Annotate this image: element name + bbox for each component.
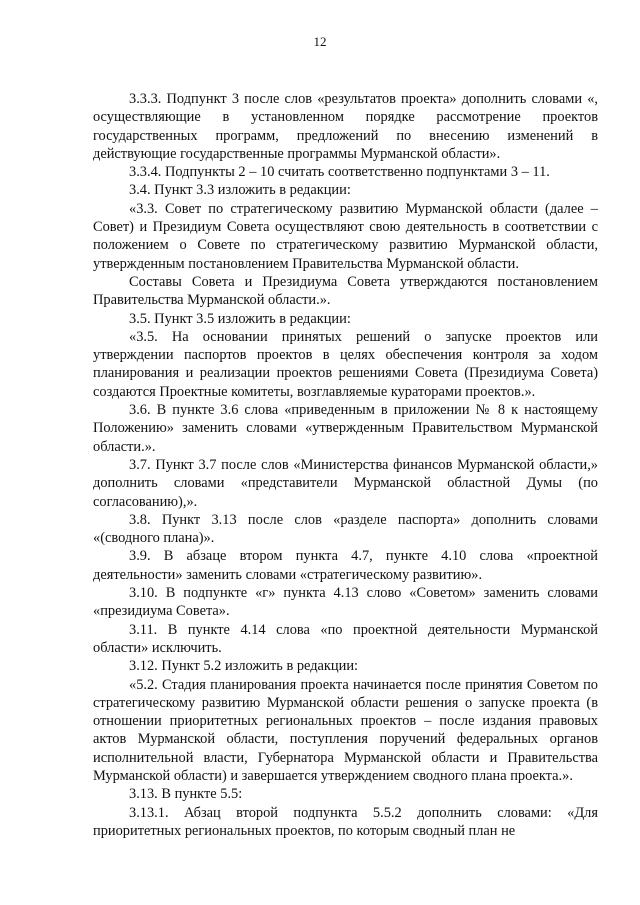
paragraph-quote-5-2: «5.2. Стадия планирования проекта начинается после принятия Советом по стратегическому развитию Мурманской области решения о запуске проекта (в отношении приоритетных региональных проектов – после издания правовых актов Мурманской области, поступления поручений федеральных органов исполнительной власти, Губернатора Мурманской области и Правительства Мурманской области) и завершается утверждением сводного плана проекта.». (93, 676, 598, 784)
paragraph-3-3-3: 3.3.3. Подпункт 3 после слов «результатов проекта» дополнить словами «, осуществляющие в установленном порядке рассмотрение проектов государственных программ, предложений по внесению изменений в действующие государственные программы Мурманской области». (93, 91, 598, 162)
paragraph-3-5: 3.5. Пункт 3.5 изложить в редакции: (129, 310, 351, 327)
document-body (93, 90, 598, 840)
paragraph-quote-3-5: «3.5. На основании принятых решений о запуске проектов или утверждении паспортов проектов в целях обеспечения контроля за ходом планирования и реализации проектов решениями Совета (Президиума Совета) создаются Проектные комитеты, возглавляемые кураторами проектов.». (93, 328, 598, 400)
paragraph-3-3-4: 3.3.4. Подпункты 2 – 10 считать соответственно подпунктами 3 – 11. (129, 164, 550, 181)
paragraph-3-12: 3.12. Пункт 5.2 изложить в редакции: (129, 658, 359, 675)
paragraph-3-10: 3.10. В подпункте «г» пункта 4.13 слово «Советом» заменить словами «президиума Совета». (93, 585, 598, 620)
paragraph-quote-3-3: «3.3. Совет по стратегическому развитию Мурманской области (далее – Совет) и Президиум Совета осуществляют свою деятельность в соответствии с положением о Совете по стратегическому развитию Мурманской области, утвержденным постановлением Правительства Мурманской области. (93, 200, 598, 272)
paragraph-3-13-1: 3.13.1. Абзац второй подпункта 5.5.2 дополнить словами: «Для приоритетных региональных проектов, по которым сводный план не (93, 804, 598, 839)
paragraph-3-9: 3.9. В абзаце втором пункта 4.7, пункте 4.10 слова «проектной деятельности» заменить словами «стратегическому развитию». (93, 548, 598, 583)
paragraph-3-11: 3.11. В пункте 4.14 слова «по проектной деятельности Мурманской области» исключить. (93, 621, 598, 656)
paragraph-3-6: 3.6. В пункте 3.6 слова «приведенным в приложении № 8 к настоящему Положению» заменить словами «утвержденным Правительством Мурманской области.». (93, 402, 598, 455)
paragraph-3-13: 3.13. В пункте 5.5: (129, 786, 243, 803)
paragraph-3-7: 3.7. Пункт 3.7 после слов «Министерства финансов Мурманской области,» дополнить словами «представители Мурманской областной Думы (по согласованию),». (93, 456, 598, 510)
paragraph-3-8: 3.8. Пункт 3.13 после слов «разделе паспорта» дополнить словами «(сводного плана)». (93, 511, 598, 547)
paragraph-council-composition: Составы Совета и Президиума Совета утверждаются постановлением Правительства Мурманской области.». (93, 273, 598, 309)
page-number: 12 (313, 34, 327, 49)
paragraph-3-4: 3.4. Пункт 3.3 изложить в редакции: (129, 182, 351, 199)
